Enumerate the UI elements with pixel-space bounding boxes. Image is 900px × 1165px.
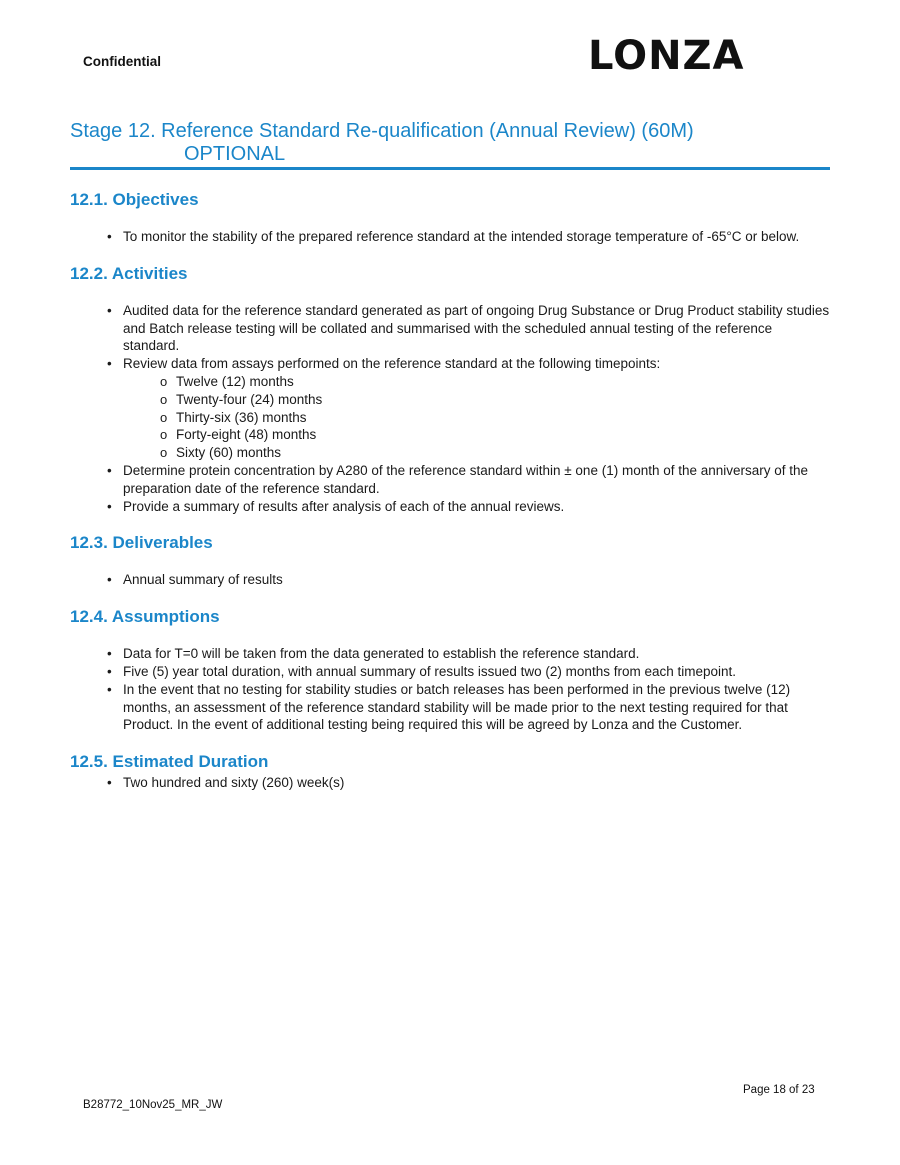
title-divider [70,167,830,170]
list-item: • In the event that no testing for stability studies or batch releases has been performed in the previous twelve (12) months, an assessment of the reference standard stability will be made prior to the next testing required for that Product. In the event of additional testing being required this will be agreed by Lonza and the Customer. [70,681,830,734]
document-reference: B28772_10Nov25_MR_JW [83,1099,223,1111]
list-item: • Provide a summary of results after analysis of each of the annual reviews. [70,498,830,516]
section-activities [70,262,830,516]
list-item: • Audited data for the reference standard generated as part of ongoing Drug Substance or Drug Product stability studies and Batch release testing will be collated and summarised with the scheduled annual testing of the reference standard. [70,302,830,355]
bullet-list [70,302,830,516]
list-item: • To monitor the stability of the prepared reference standard at the intended storage temperature of -65°C or below. [70,228,830,246]
section-heading: 12.2. Activities [70,263,188,283]
section-heading: 12.1. Objectives [70,190,199,209]
page-number: Page 18 of 23 [743,1084,815,1096]
timepoint-item: o Thirty-six (36) months [123,409,830,427]
section-heading: 12.5. Estimated Duration [70,752,269,772]
confidential-label: Confidential [83,54,161,69]
page-title-line1: Stage 12. Reference Standard Re-qualification (Annual Review) (60M) [70,120,694,142]
section-duration [70,750,830,792]
timepoint-item: o Twenty-four (24) months [123,391,830,409]
timepoint-item: o Twelve (12) months [123,373,830,391]
document-body [70,188,830,792]
section-objectives [70,188,830,246]
page-title-line2: OPTIONAL [184,143,286,165]
list-item: • Data for T=0 will be taken from the data generated to establish the reference standard. [70,645,830,663]
bullet-list [70,571,830,589]
timepoint-item: o Forty-eight (48) months [123,426,830,444]
bullet-list [70,774,830,792]
bullet-list [70,228,830,246]
page-title [70,120,830,166]
list-item: • Five (5) year total duration, with annual summary of results issued two (2) months from each timepoint. [70,663,830,681]
section-deliverables [70,531,830,589]
timepoint-item: o Sixty (60) months [123,444,830,462]
bullet-list [70,645,830,734]
timepoint-list [123,373,830,462]
list-item-text: Review data from assays performed on the reference standard at the following timepoints: [123,356,661,372]
section-heading: 12.3. Deliverables [70,533,213,553]
list-item: • Determine protein concentration by A280 of the reference standard within ± one (1) month of the anniversary of the preparation date of the reference standard. [70,462,830,498]
list-item [70,355,830,462]
list-item: • Annual summary of results [70,571,830,589]
list-item: • Two hundred and sixty (260) week(s) [70,774,830,792]
section-assumptions [70,605,830,734]
lonza-logo: LONZA [588,33,745,79]
section-heading: 12.4. Assumptions [70,607,220,627]
